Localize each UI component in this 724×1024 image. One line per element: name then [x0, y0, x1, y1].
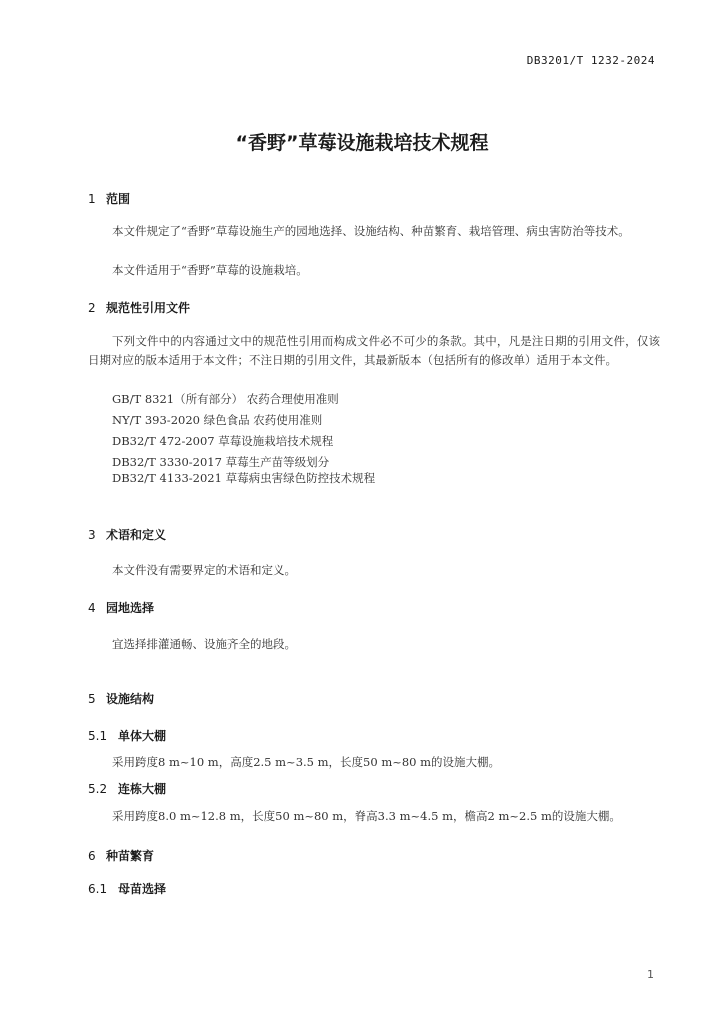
reference-item: DB32/T 4133-2021 草莓病虫害绿色防控技术规程 — [112, 471, 376, 485]
section-heading-5 — [88, 690, 154, 707]
section-title: 设施结构 — [106, 692, 155, 706]
section-number: 5 — [88, 692, 96, 706]
section-title: 连栋大棚 — [118, 782, 167, 796]
paragraph-single-greenhouse: 采用跨度8 m~10 m，高度2.5 m~3.5 m，长度50 m~80 m的设施大棚。 — [112, 755, 501, 769]
section-number: 5.2 — [88, 782, 108, 796]
section-title: 单体大棚 — [118, 729, 167, 743]
paragraph-site-selection: 宜选择排灌通畅、设施齐全的地段。 — [112, 637, 296, 651]
reference-item: DB32/T 472-2007 草莓设施栽培技术规程 — [112, 434, 334, 448]
subsection-heading-5-1 — [88, 727, 166, 744]
section-title: 园地选择 — [106, 601, 155, 615]
section-number: 2 — [88, 301, 96, 315]
section-title: 规范性引用文件 — [106, 301, 191, 315]
section-heading-6 — [88, 847, 154, 864]
section-title: 母苗选择 — [118, 882, 167, 896]
section-number: 6 — [88, 849, 96, 863]
reference-item: DB32/T 3330-2017 草莓生产苗等级划分 — [112, 455, 330, 469]
reference-item: NY/T 393-2020 绿色食品 农药使用准则 — [112, 413, 323, 427]
paragraph-multi-span-greenhouse: 采用跨度8.0 m~12.8 m，长度50 m~80 m，脊高3.3 m~4.5 m，檐高2 m~2.5 m的设施大棚。 — [112, 809, 621, 823]
paragraph-scope-1: 本文件规定了“香野”草莓设施生产的园地选择、设施结构、种苗繁育、栽培管理、病虫害防治等技术。 — [112, 224, 630, 238]
page-number: 1 — [647, 968, 654, 981]
document-title: “香野”草莓设施栽培技术规程 — [235, 132, 489, 154]
section-title: 术语和定义 — [106, 528, 167, 542]
subsection-heading-6-1 — [88, 880, 166, 897]
section-title: 种苗繁育 — [106, 849, 155, 863]
paragraph-normative-refs: 下列文件中的内容通过文中的规范性引用而构成文件必不可少的条款。其中，凡是注日期的引用文件，仅该日期对应的版本适用于本文件；不注日期的引用文件，其最新版本（包括所有的修改单）适用于本文件。 — [88, 334, 660, 367]
section-number: 4 — [88, 601, 96, 615]
standard-number: DB3201/T 1232-2024 — [526, 54, 655, 67]
section-heading-2 — [88, 299, 190, 316]
paragraph-scope-2: 本文件适用于“香野”草莓的设施栽培。 — [112, 263, 308, 277]
section-number: 3 — [88, 528, 96, 542]
section-number: 1 — [88, 192, 96, 206]
subsection-heading-5-2 — [88, 780, 166, 797]
section-number: 6.1 — [88, 882, 108, 896]
section-heading-3 — [88, 526, 166, 543]
section-heading-4 — [88, 599, 154, 616]
section-title: 范围 — [106, 192, 131, 206]
reference-item: GB/T 8321（所有部分） 农药合理使用准则 — [112, 392, 339, 406]
section-number: 5.1 — [88, 729, 108, 743]
paragraph-terms: 本文件没有需要界定的术语和定义。 — [112, 563, 296, 577]
section-heading-1 — [88, 190, 130, 207]
